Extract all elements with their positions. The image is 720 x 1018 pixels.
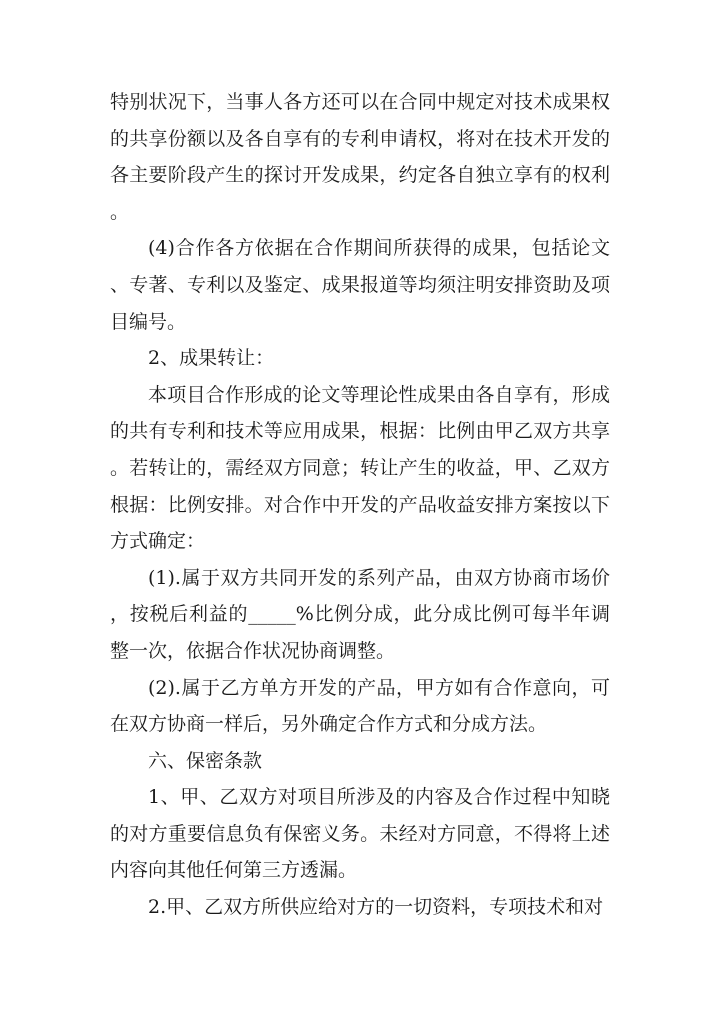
section-heading-confidentiality: 六、保密条款 (148, 749, 263, 772)
paragraph-5: (1).属于双方共同开发的系列产品，由双方协商市场价，按税后利益的_____%比例分成，此分成比例可每半年调整一次，依据合作状况协商调整。 (110, 566, 610, 662)
paragraph-6: (2).属于乙方单方开发的产品，甲方如有合作意向，可在双方协商一样后，另外确定合作方式和分成方法。 (110, 676, 610, 736)
paragraph-4: 本项目合作形成的论文等理论性成果由各自享有，形成的共有专利和技术等应用成果，根据：比例由甲乙双方共享。若转让的，需经双方同意；转让产生的收益，甲、乙双方根据：比例安排。对合作中开发的产品收益安排方案按以下方式确定： (110, 383, 610, 553)
paragraph-9: 2.甲、乙双方所供应给对方的一切资料，专项技术和对 (148, 896, 604, 919)
paragraph-1: 特别状况下，当事人各方还可以在合同中规定对技术成果权的共享份额以及各自享有的专利申请权，将对在技术开发的各主要阶段产生的探讨开发成果，约定各自独立享有的权利。 (110, 91, 610, 223)
paragraph-2: (4)合作各方依据在合作期间所获得的成果，包括论文、专著、专利以及鉴定、成果报道等均须注明安排资助及项目编号。 (110, 237, 610, 333)
section-heading-results-transfer: 2、成果转让： (148, 347, 275, 370)
document-body (110, 84, 610, 926)
paragraph-8: 1、甲、乙双方对项目所涉及的内容及合作过程中知晓的对方重要信息负有保密义务。未经对方同意，不得将上述内容向其他任何第三方透漏。 (110, 786, 610, 882)
